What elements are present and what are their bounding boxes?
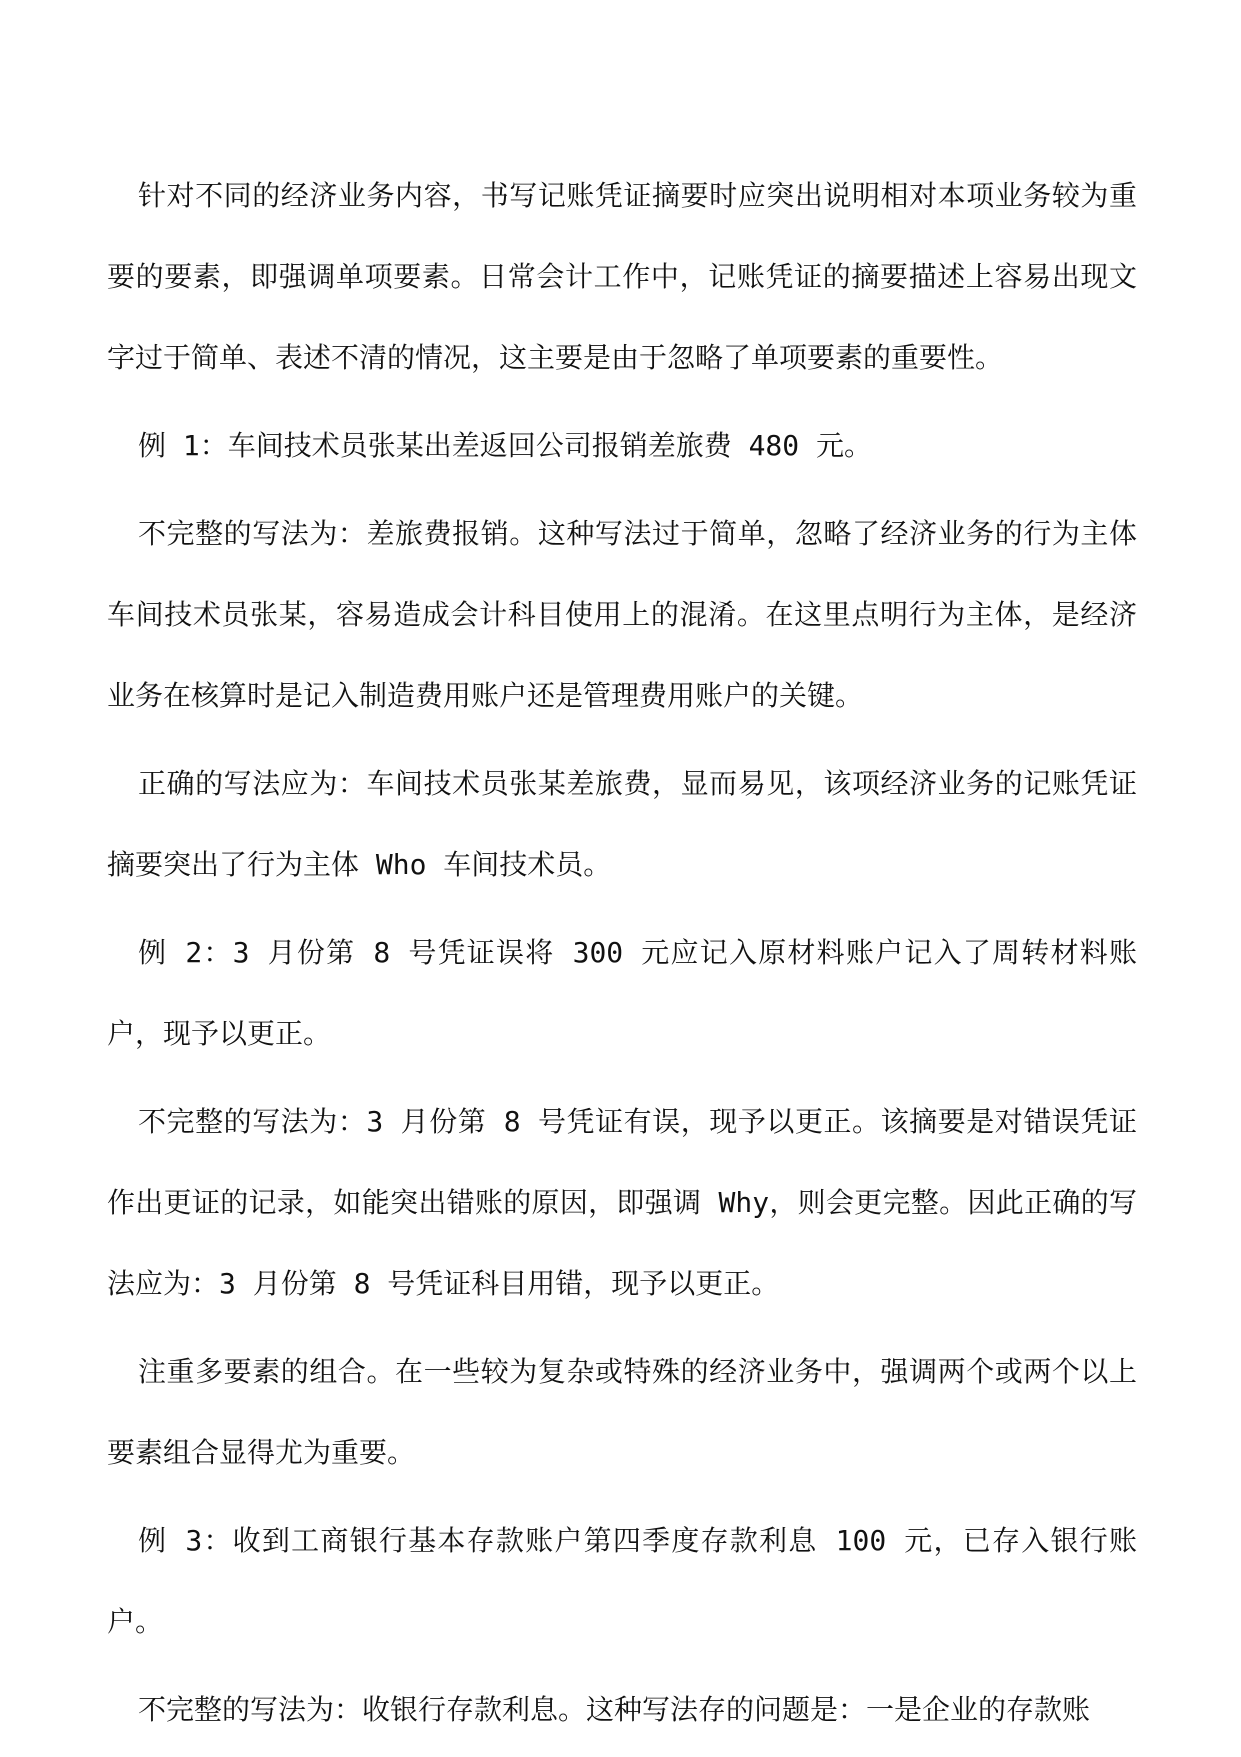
document-body <box>107 155 1137 1757</box>
paragraph-incomplete-3: 不完整的写法为：收银行存款利息。这种写法存的问题是：一是企业的存款账 <box>138 1693 1091 1726</box>
paragraph-example-3: 例 3：收到工商银行基本存款账户第四季度存款利息 100 元，已存入银行账户。 <box>107 1524 1137 1638</box>
paragraph-incomplete-1: 不完整的写法为：差旅费报销。这种写法过于简单，忽略了经济业务的行为主体车间技术员张某，容易造成会计科目使用上的混淆。在这里点明行为主体，是经济业务在核算时是记入制造费用账户还是管理费用账户的关键。 <box>107 517 1137 712</box>
paragraph-example-1: 例 1：车间技术员张某出差返回公司报销差旅费 480 元。 <box>138 429 873 462</box>
paragraph-incomplete-2: 不完整的写法为：3 月份第 8 号凭证有误，现予以更正。该摘要是对错误凭证作出更证的记录，如能突出错账的原因，即强调 Why，则会更完整。因此正确的写法应为：3 月份第 8 号凭证科目用错，现予以更正。 <box>107 1105 1137 1300</box>
paragraph-multi-elements: 注重多要素的组合。在一些较为复杂或特殊的经济业务中，强调两个或两个以上要素组合显得尤为重要。 <box>107 1355 1137 1469</box>
paragraph-example-2: 例 2：3 月份第 8 号凭证误将 300 元应记入原材料账户记入了周转材料账户，现予以更正。 <box>107 936 1137 1050</box>
paragraph-intro: 针对不同的经济业务内容，书写记账凭证摘要时应突出说明相对本项业务较为重要的要素，即强调单项要素。日常会计工作中，记账凭证的摘要描述上容易出现文字过于简单、表述不清的情况，这主要是由于忽略了单项要素的重要性。 <box>107 179 1137 374</box>
paragraph-correct-1: 正确的写法应为：车间技术员张某差旅费，显而易见，该项经济业务的记账凭证摘要突出了行为主体 Who 车间技术员。 <box>107 767 1137 881</box>
